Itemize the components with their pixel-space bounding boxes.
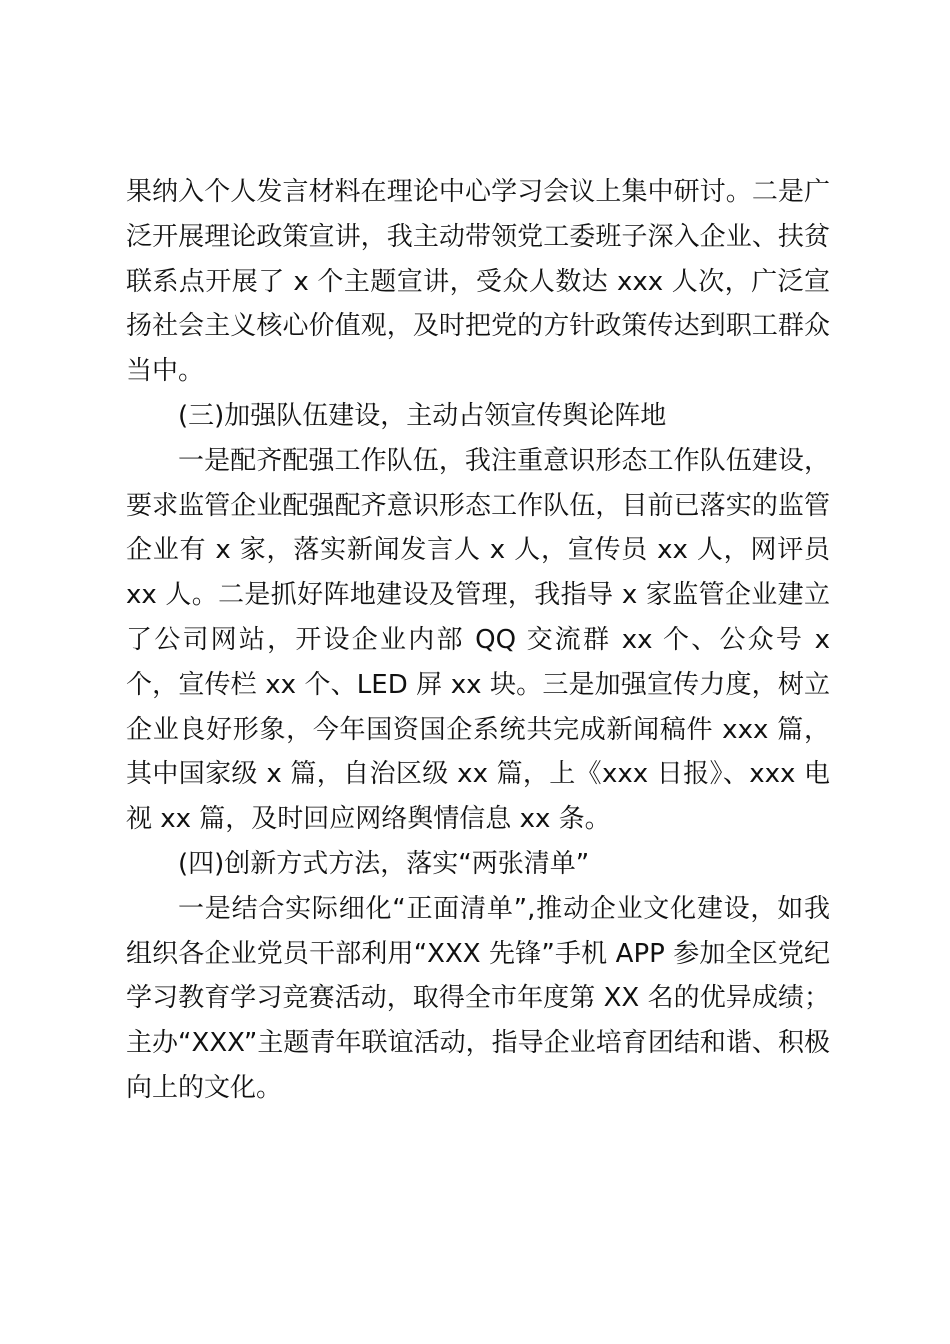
paragraph-positive-list: 一是结合实际细化“正面清单”,推动企业文化建设，如我组织各企业党员干部利用“XXX 先锋”手机 APP 参加全区党纪学习教育学习竞赛活动，取得全市年度第 XX 名的优异成绩；主办“XXX”主题青年联谊活动，指导企业培育团结和谐、积极向上的文化。	[126, 893, 830, 1103]
document-body	[126, 170, 830, 1111]
paragraph-team-building: 一是配齐配强工作队伍，我注重意识形态工作队伍建设，要求监管企业配强配齐意识形态工作队伍，目前已落实的监管企业有 x 家，落实新闻发言人 x 人，宣传员 xx 人，网评员 xx 人。二是抓好阵地建设及管理，我指导 x 家监管企业建立了公司网站，开设企业内部 QQ 交流群 xx 个、公众号 x 个，宣传栏 xx 个、LED 屏 xx 块。三是加强宣传力度，树立企业良好形象，今年国资国企系统共完成新闻稿件 xxx 篇，其中国家级 x 篇，自治区级 xx 篇，上《xxx 日报》、xxx 电视 xx 篇，及时回应网络舆情信息 xx 条。	[126, 445, 830, 835]
section-heading-4: (四)创新方式方法，落实“两张清单”	[178, 848, 590, 879]
paragraph-continuation: 果纳入个人发言材料在理论中心学习会议上集中研讨。二是广泛开展理论政策宣讲，我主动带领党工委班子深入企业、扶贫联系点开展了 x 个主题宣讲，受众人数达 xxx 人次，广泛宣扬社会主义核心价值观，及时把党的方针政策传达到职工群众当中。	[126, 177, 830, 387]
section-heading-3: (三)加强队伍建设，主动占领宣传舆论阵地	[178, 400, 667, 431]
